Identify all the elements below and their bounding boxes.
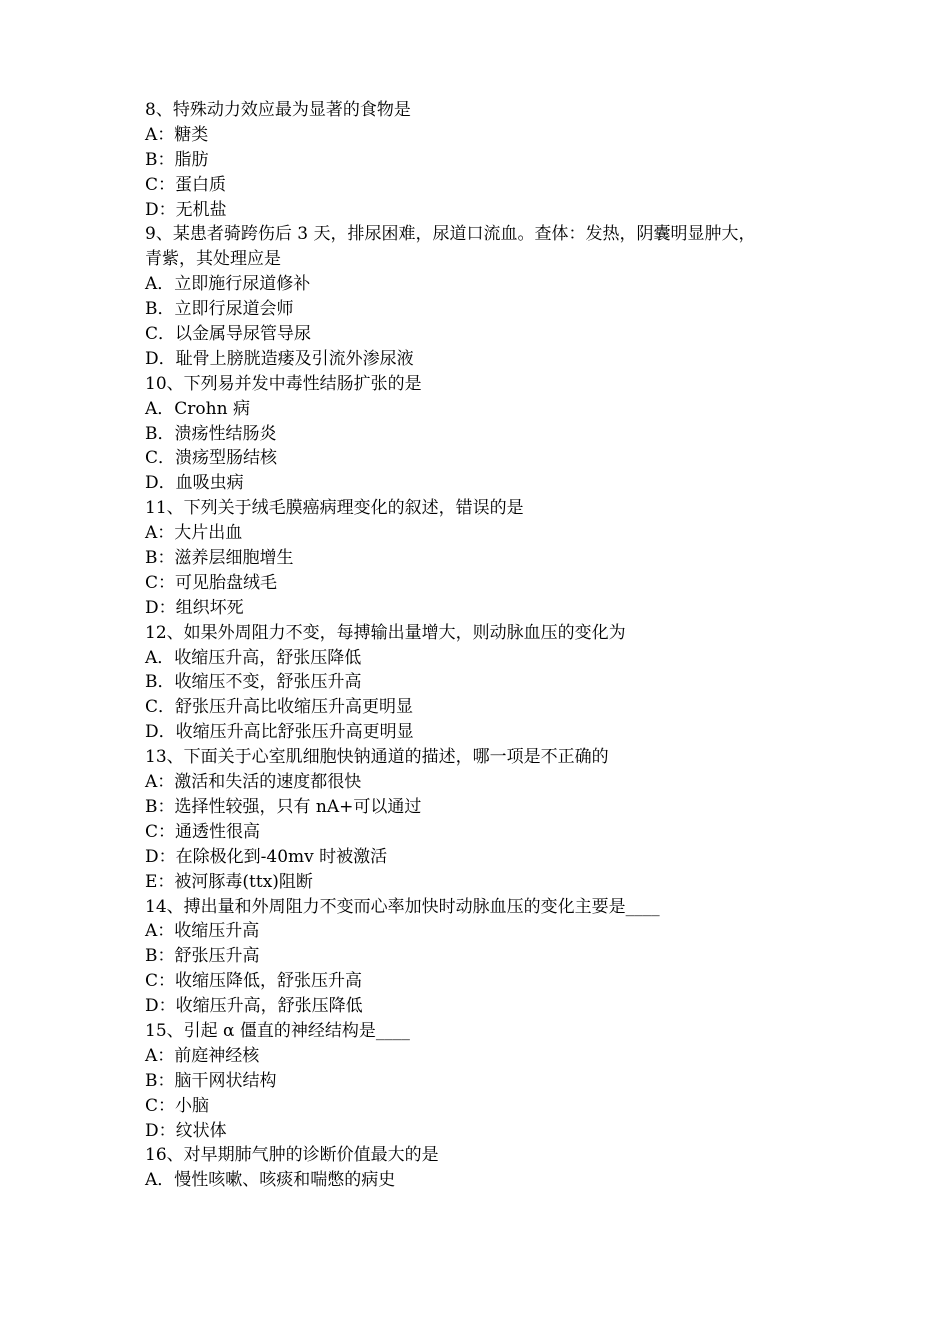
text-line: 15、引起 α 僵直的神经结构是____: [145, 1020, 410, 1041]
text-line: 10、下列易并发中毒性结肠扩张的是: [145, 373, 422, 394]
text-line: C．舒张压升高比收缩压升高更明显: [145, 697, 414, 718]
text-line: 14、搏出量和外周阻力不变而心率加快时动脉血压的变化主要是____: [145, 896, 660, 917]
text-line: A．收缩压升高，舒张压降低: [145, 647, 362, 668]
text-line: D：在除极化到-40mv 时被激活: [145, 846, 388, 867]
text-line: B：选择性较强，只有 nA+可以通过: [145, 796, 422, 817]
text-line: A．Crohn 病: [145, 398, 250, 419]
text-line: C．以金属导尿管导尿: [145, 324, 312, 345]
text-line: B．溃疡性结肠炎: [145, 423, 277, 444]
text-line: C：通透性很高: [145, 821, 261, 842]
text-line: A：前庭神经核: [145, 1045, 260, 1066]
text-line: B：脂肪: [145, 149, 209, 170]
text-line: A：糖类: [145, 124, 209, 145]
text-line: B：舒张压升高: [145, 946, 260, 967]
text-line: D．收缩压升高比舒张压升高更明显: [145, 722, 414, 743]
text-line: 8、特殊动力效应最为显著的食物是: [145, 100, 411, 120]
text-line: E：被河豚毒(ttx)阻断: [145, 871, 313, 892]
text-line: 9、某患者骑跨伤后 3 天，排尿困难，尿道口流血。查体：发热，阴囊明显肿大，: [145, 224, 756, 245]
text-line: C：收缩压降低，舒张压升高: [145, 971, 363, 992]
text-line: B：脑干网状结构: [145, 1070, 277, 1091]
text-line: B．立即行尿道会师: [145, 299, 294, 320]
text-line: C：小脑: [145, 1095, 210, 1116]
text-line: 青紫，其处理应是: [145, 249, 281, 270]
text-line: A．立即施行尿道修补: [145, 274, 311, 295]
text-line: C．溃疡型肠结核: [145, 448, 278, 469]
text-line: 11、下列关于绒毛膜癌病理变化的叙述，错误的是: [145, 498, 524, 519]
text-line: 13、下面关于心室肌细胞快钠通道的描述，哪一项是不正确的: [145, 747, 609, 768]
text-line: A：收缩压升高: [145, 921, 260, 942]
text-line: D：无机盐: [145, 199, 227, 220]
text-line: D．耻骨上膀胱造瘘及引流外渗尿液: [145, 348, 414, 369]
text-line: B．收缩压不变，舒张压升高: [145, 672, 362, 693]
text-line: A．慢性咳嗽、咳痰和喘憋的病史: [145, 1170, 396, 1191]
text-line: 16、对早期肺气肿的诊断价值最大的是: [145, 1145, 439, 1166]
document-page: [145, 98, 815, 1193]
text-line: A：大片出血: [145, 523, 243, 544]
text-line: D：纹状体: [145, 1120, 227, 1141]
text-line: D．血吸虫病: [145, 473, 244, 494]
text-line: D：组织坏死: [145, 597, 244, 618]
text-line: D：收缩压升高，舒张压降低: [145, 996, 363, 1017]
text-line: 12、如果外周阻力不变，每搏输出量增大，则动脉血压的变化为: [145, 622, 626, 643]
text-line: A：激活和失活的速度都很快: [145, 772, 362, 793]
text-line: C：可见胎盘绒毛: [145, 572, 278, 593]
text-line: C：蛋白质: [145, 174, 227, 195]
text-line: B：滋养层细胞增生: [145, 548, 294, 569]
